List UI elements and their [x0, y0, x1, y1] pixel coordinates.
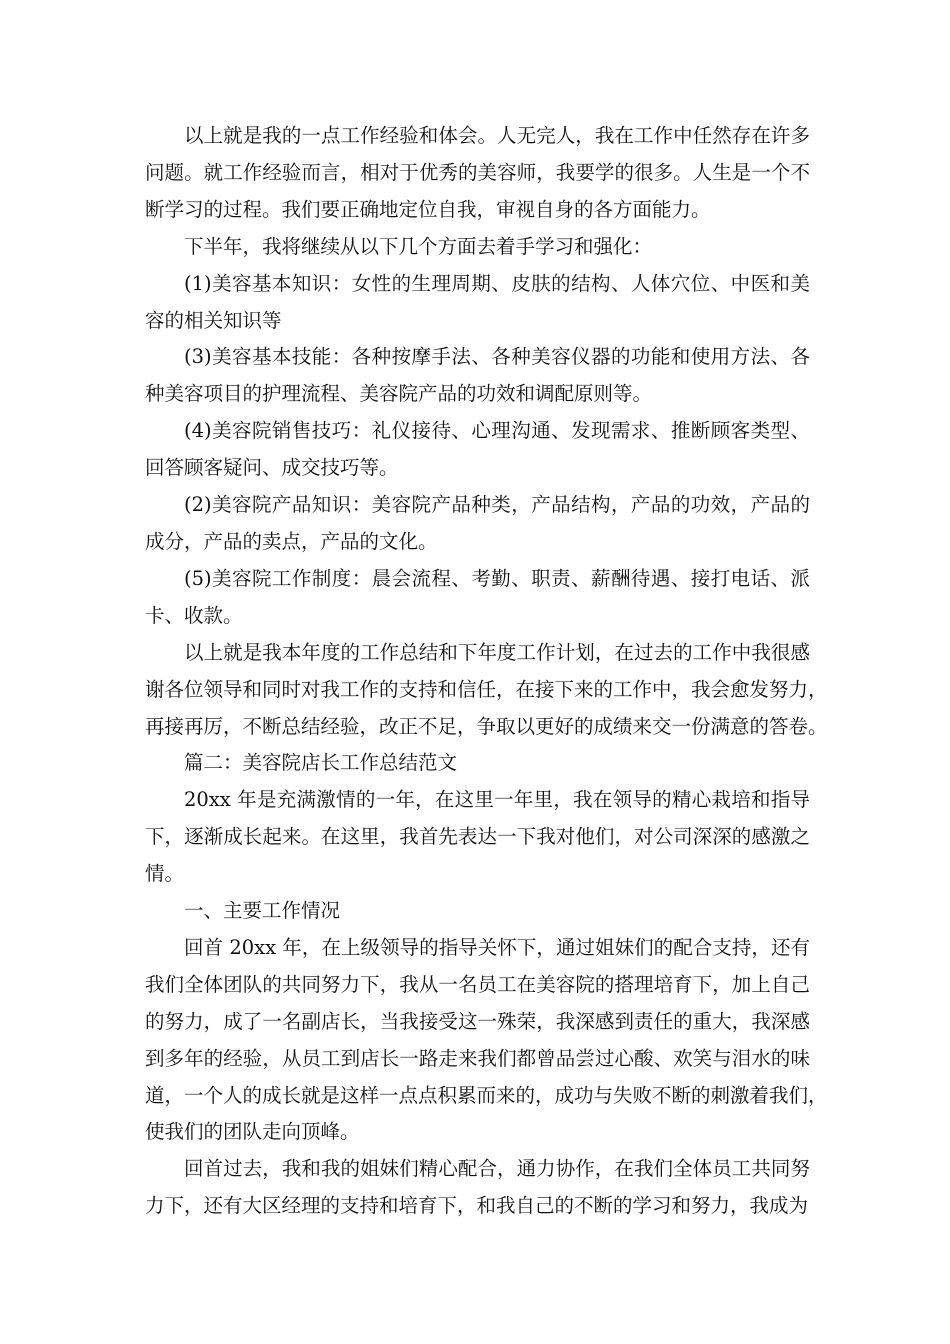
paragraph [145, 339, 810, 413]
text-line: 回答顾客疑问、成交技巧等。 [145, 456, 399, 480]
text-line: 谢各位领导和同时对我工作的支持和信任，在接下来的工作中，我会愈发努力， [145, 677, 828, 701]
text-line: (4)美容院销售技巧：礼仪接待、心理沟通、发现需求、推断顾客类型、 [184, 419, 810, 443]
text-line: 回首 20xx 年，在上级领导的指导关怀下，通过姐妹们的配合支持，还有 [184, 935, 810, 959]
document-body [145, 118, 828, 1225]
paragraph [145, 635, 828, 746]
text-line: 20xx 年是充满激情的一年，在这里一年里，我在领导的精心栽培和指导 [184, 788, 810, 812]
text-line: 容的相关知识等 [145, 308, 282, 332]
text-line: (5)美容院工作制度：晨会流程、考勤、职责、薪酬待遇、接打电话、派 [184, 566, 810, 590]
paragraph [145, 745, 810, 782]
text-line: 成分，产品的卖点，产品的文化。 [145, 529, 438, 553]
paragraph [145, 893, 810, 930]
text-line: 我们全体团队的共同努力下，我从一名员工在美容院的搭理培育下，加上自己 [145, 972, 810, 996]
paragraph [145, 229, 810, 266]
paragraph [145, 930, 828, 1151]
text-line: 问题。就工作经验而言，相对于优秀的美容师，我要学的很多。人生是一个不 [145, 160, 810, 184]
text-line: 篇二：美容院店长工作总结范文 [184, 751, 458, 775]
text-line: 的努力，成了一名副店长，当我接受这一殊荣，我深感到责任的重大，我深感 [145, 1009, 810, 1033]
text-line: 断学习的过程。我们要正确地定位自我，审视自身的各方面能力。 [145, 197, 711, 221]
text-line: 一、主要工作情况 [184, 899, 341, 923]
paragraph [145, 782, 810, 893]
text-line: (1)美容基本知识：女性的生理周期、皮肤的结构、人体穴位、中医和美 [184, 271, 810, 295]
text-line: 以上就是我的一点工作经验和体会。人无完人，我在工作中任然存在许多 [184, 124, 810, 147]
text-line: 使我们的团队走向顶峰。 [145, 1120, 360, 1144]
text-line: (2)美容院产品知识：美容院产品种类，产品结构，产品的功效，产品的 [184, 493, 810, 517]
text-line: 下，逐渐成长起来。在这里，我首先表达一下我对他们，对公司深深的感激之 [145, 825, 810, 849]
paragraph [145, 118, 810, 229]
paragraph [145, 487, 810, 561]
text-line: 道，一个人的成长就是这样一点点积累而来的，成功与失败不断的刺激着我们， [145, 1083, 828, 1107]
paragraph [145, 1151, 810, 1225]
paragraph [145, 561, 810, 635]
paragraph [145, 266, 810, 340]
text-line: 下半年，我将继续从以下几个方面去着手学习和强化： [184, 234, 653, 258]
text-line: (3)美容基本技能：各种按摩手法、各种美容仪器的功能和使用方法、各 [184, 345, 810, 369]
paragraph [145, 413, 810, 487]
text-line: 情。 [145, 862, 185, 886]
text-line: 到多年的经验，从员工到店长一路走来我们都曾品尝过心酸、欢笑与泪水的味 [145, 1046, 810, 1070]
text-line: 以上就是我本年度的工作总结和下年度工作计划，在过去的工作中我很感 [184, 640, 810, 664]
text-line: 回首过去，我和我的姐妹们精心配合，通力协作，在我们全体员工共同努 [184, 1157, 810, 1181]
text-line: 卡、收款。 [145, 603, 243, 627]
text-line: 力下，还有大区经理的支持和培育下，和我自己的不断的学习和努力，我成为 [145, 1194, 809, 1218]
text-line: 种美容项目的护理流程、美容院产品的功效和调配原则等。 [145, 382, 653, 406]
text-line: 再接再厉，不断总结经验，改正不足，争取以更好的成绩来交一份满意的答卷。 [145, 714, 828, 738]
